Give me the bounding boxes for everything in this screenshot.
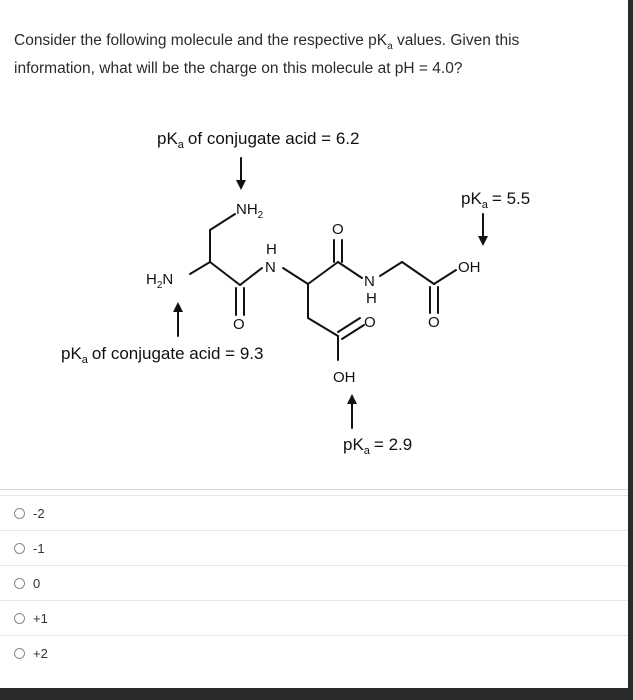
question-line2: information, what will be the charge on this molecule at pH = 4.0?: [14, 60, 463, 78]
atom-oh-right: OH: [458, 259, 481, 276]
bond-ch2b-c5: [308, 318, 338, 336]
bond-c6-oh: [434, 270, 456, 284]
bond-n2-ch2c: [380, 262, 402, 276]
atom-nh2-top: $NH_2$: [236, 201, 264, 221]
atom-o-carboxyl-side: O: [364, 314, 376, 331]
bond-c3-c4: [308, 262, 338, 284]
atom-amide2-n: N: [364, 273, 375, 290]
divider: [0, 489, 628, 490]
radio-icon[interactable]: [14, 508, 25, 519]
option-label: +1: [33, 610, 48, 626]
atom-amide2-h: H: [366, 290, 377, 307]
option-label: -1: [33, 540, 45, 556]
atom-o-carbonyl1: O: [233, 316, 245, 333]
arrow-bottom-head: [347, 394, 357, 404]
bond-c4-n2: [338, 262, 362, 278]
arrow-left-head: [173, 302, 183, 312]
radio-icon[interactable]: [14, 648, 25, 659]
atom-amide1-n: N: [265, 259, 276, 276]
pka-left-label: $pK_a$ of conjugate acid = 9.3: [61, 344, 264, 366]
bond-n1-c3: [283, 268, 308, 284]
arrow-top-head: [236, 180, 246, 190]
pka-top-label: $pK_a$ of conjugate acid = 6.2: [157, 129, 360, 151]
atom-o-carbonyl2: O: [332, 221, 344, 238]
radio-icon[interactable]: [14, 543, 25, 554]
option-plus-2[interactable]: [0, 635, 628, 670]
bond-ch2a-nh2: [210, 214, 235, 230]
pka-bottom-label: $pK_a = 2.9$: [343, 435, 413, 457]
question-line1-b: values. Given this: [392, 32, 520, 49]
bond-ch2c-c6: [402, 262, 434, 284]
option-label: +2: [33, 645, 48, 661]
option-label: -2: [33, 505, 45, 521]
pka-right-label: $pK_a = 5.5$: [461, 189, 531, 211]
arrow-right-head: [478, 236, 488, 246]
bond-c2-n1: [240, 268, 262, 285]
radio-icon[interactable]: [14, 578, 25, 589]
option-plus-1[interactable]: [0, 600, 628, 635]
option-minus-1[interactable]: [0, 530, 628, 565]
atom-oh-bottom: OH: [333, 369, 356, 386]
answer-options: [0, 495, 628, 670]
frame-edge-bottom: [0, 688, 633, 700]
radio-icon[interactable]: [14, 613, 25, 624]
option-label: 0: [33, 575, 41, 591]
option-minus-2[interactable]: [0, 495, 628, 530]
atom-o-carboxyl-end: O: [428, 314, 440, 331]
bond-c1-c2: [210, 262, 240, 285]
question-line1-sub: a: [387, 41, 393, 53]
frame-edge-right: [628, 0, 633, 700]
atom-amide1-h: H: [266, 241, 277, 258]
option-0[interactable]: [0, 565, 628, 600]
question-line1-a: Consider the following molecule and the respective pK: [14, 32, 388, 49]
bond-h2n-c1: [190, 262, 210, 274]
atom-h2n: $H_2N$: [146, 271, 174, 291]
